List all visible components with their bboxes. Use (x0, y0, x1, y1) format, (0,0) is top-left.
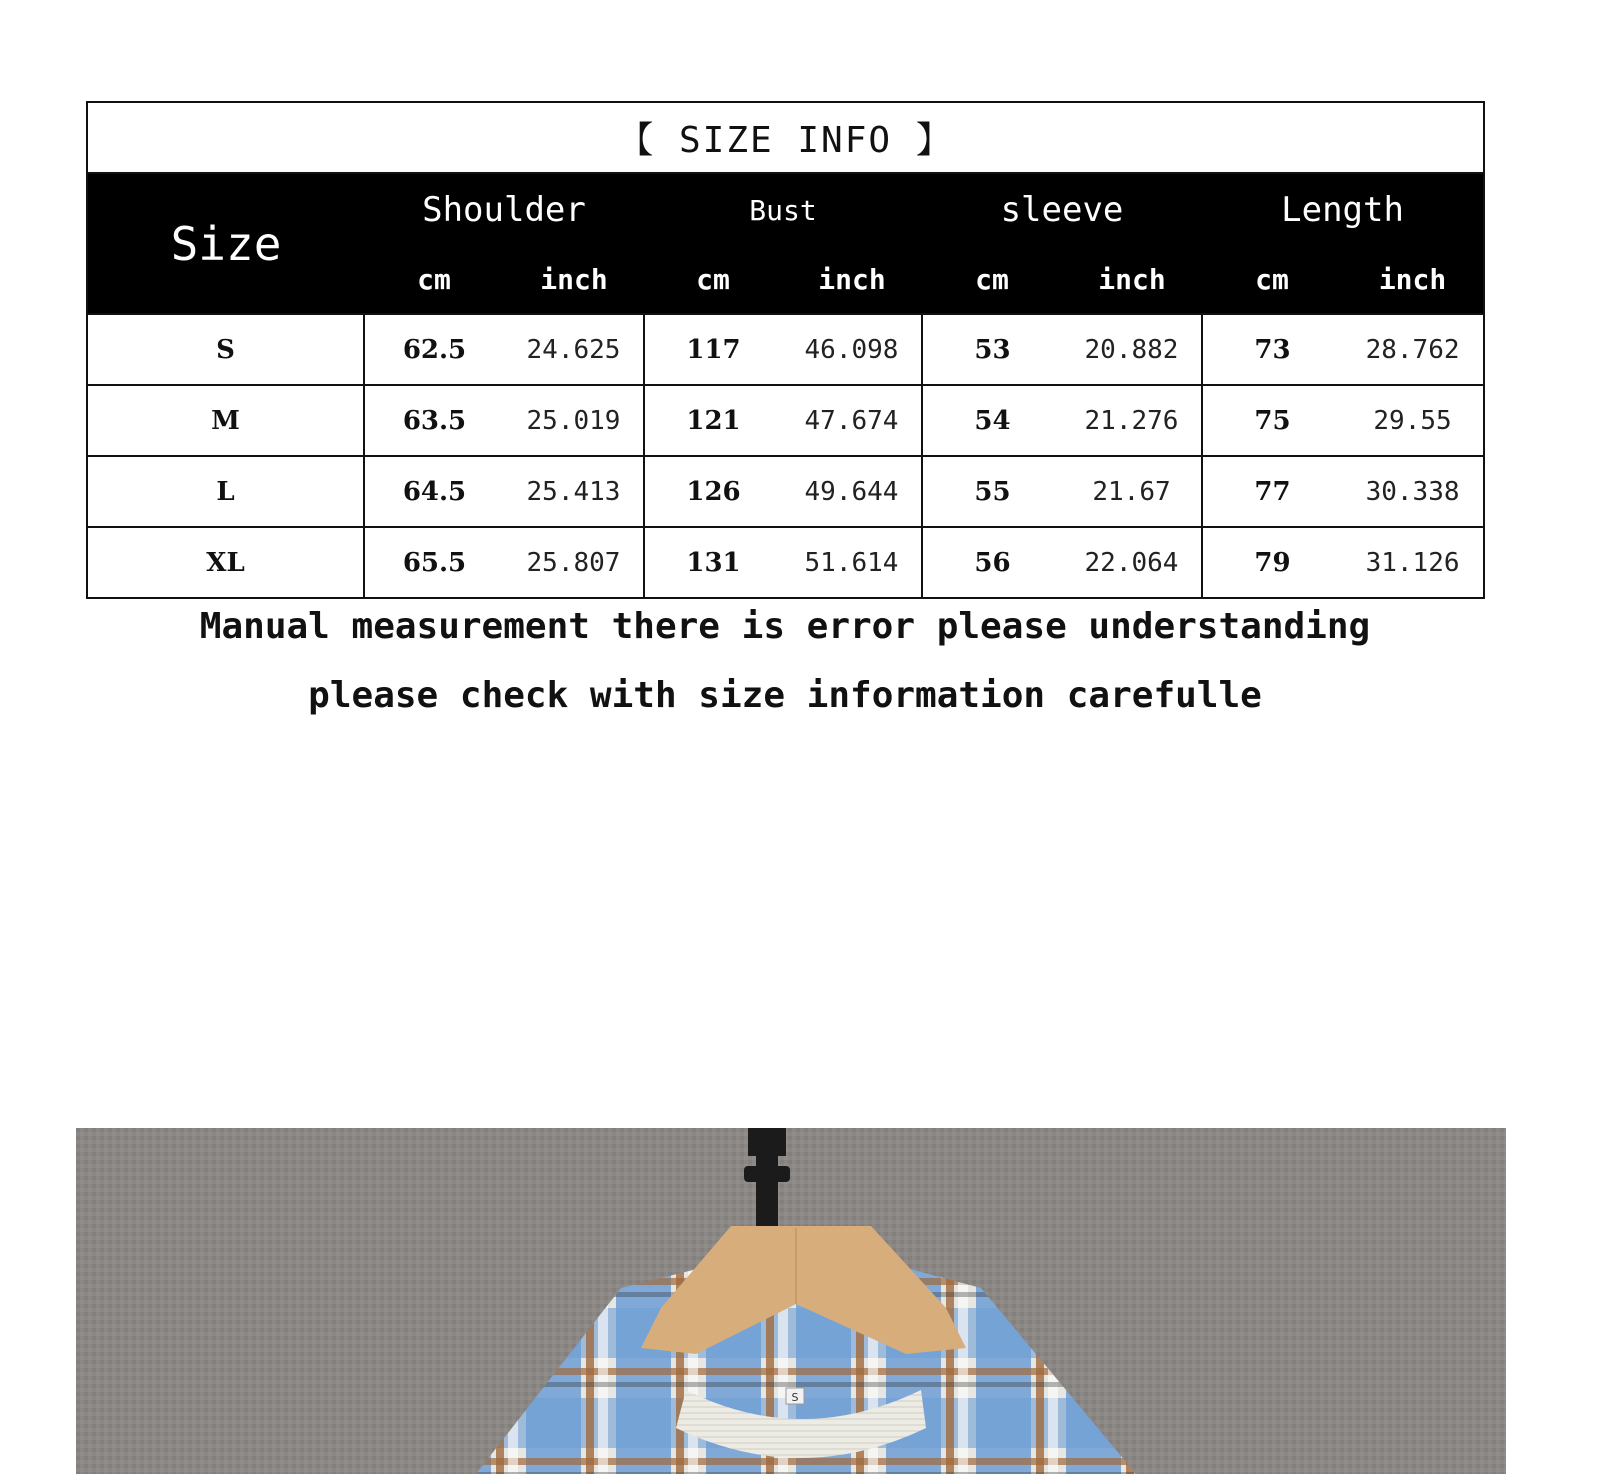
shoulder-inch-cell: 25.019 (504, 385, 644, 456)
table-row (87, 314, 1484, 385)
shoulder-cm-cell: 65.5 (364, 527, 504, 598)
length-header: Length (1202, 173, 1484, 246)
table-title: 【 SIZE INFO 】 (87, 102, 1484, 173)
shoulder-inch-cell: 25.807 (504, 527, 644, 598)
size-cell: XL (87, 527, 364, 598)
sleeve-inch-cell: 21.276 (1062, 385, 1202, 456)
bust-inch-header: inch (782, 246, 922, 314)
bust-inch-cell: 46.098 (782, 314, 922, 385)
table-row (87, 385, 1484, 456)
length-cm-cell: 77 (1202, 456, 1342, 527)
sleeve-cm-cell: 54 (922, 385, 1062, 456)
shoulder-inch-cell: 24.625 (504, 314, 644, 385)
sleeve-header: sleeve (922, 173, 1202, 246)
shoulder-inch-cell: 25.413 (504, 456, 644, 527)
size-cell: S (87, 314, 364, 385)
shoulder-cm-cell: 63.5 (364, 385, 504, 456)
measurement-note: Manual measurement there is error please understanding (199, 606, 1371, 647)
length-inch-cell: 31.126 (1342, 527, 1484, 598)
sleeve-inch-cell: 21.67 (1062, 456, 1202, 527)
size-check-note: please check with size information carefulle (308, 675, 1262, 716)
bust-inch-cell: 49.644 (782, 456, 922, 527)
length-cm-header: cm (1202, 246, 1342, 314)
bust-cm-header: cm (644, 246, 782, 314)
shoulder-cm-header: cm (364, 246, 504, 314)
length-cm-cell: 75 (1202, 385, 1342, 456)
bust-cm-cell: 131 (644, 527, 782, 598)
size-cell: L (87, 456, 364, 527)
bust-cm-cell: 121 (644, 385, 782, 456)
length-cm-cell: 73 (1202, 314, 1342, 385)
length-inch-cell: 30.338 (1342, 456, 1484, 527)
size-info-table (86, 101, 1485, 599)
bust-cm-cell: 126 (644, 456, 782, 527)
length-inch-header: inch (1342, 246, 1484, 314)
table-row (87, 527, 1484, 598)
sleeve-cm-cell: 56 (922, 527, 1062, 598)
sleeve-cm-cell: 53 (922, 314, 1062, 385)
size-cell: M (87, 385, 364, 456)
length-inch-cell: 29.55 (1342, 385, 1484, 456)
bust-inch-cell: 51.614 (782, 527, 922, 598)
table-row (87, 456, 1484, 527)
shoulder-cm-cell: 64.5 (364, 456, 504, 527)
sleeve-inch-cell: 20.882 (1062, 314, 1202, 385)
shoulder-cm-cell: 62.5 (364, 314, 504, 385)
size-tag (786, 1388, 804, 1404)
bust-header: Bust (644, 173, 922, 246)
length-inch-cell: 28.762 (1342, 314, 1484, 385)
size-column-header: Size (87, 173, 364, 314)
sleeve-cm-cell: 55 (922, 456, 1062, 527)
product-photo (76, 1128, 1506, 1474)
shoulder-inch-header: inch (504, 246, 644, 314)
sleeve-inch-cell: 22.064 (1062, 527, 1202, 598)
sleeve-cm-header: cm (922, 246, 1062, 314)
size-tag-label: S (791, 1391, 799, 1404)
bust-cm-cell: 117 (644, 314, 782, 385)
length-cm-cell: 79 (1202, 527, 1342, 598)
bust-inch-cell: 47.674 (782, 385, 922, 456)
shoulder-header: Shoulder (364, 173, 644, 246)
sleeve-inch-header: inch (1062, 246, 1202, 314)
